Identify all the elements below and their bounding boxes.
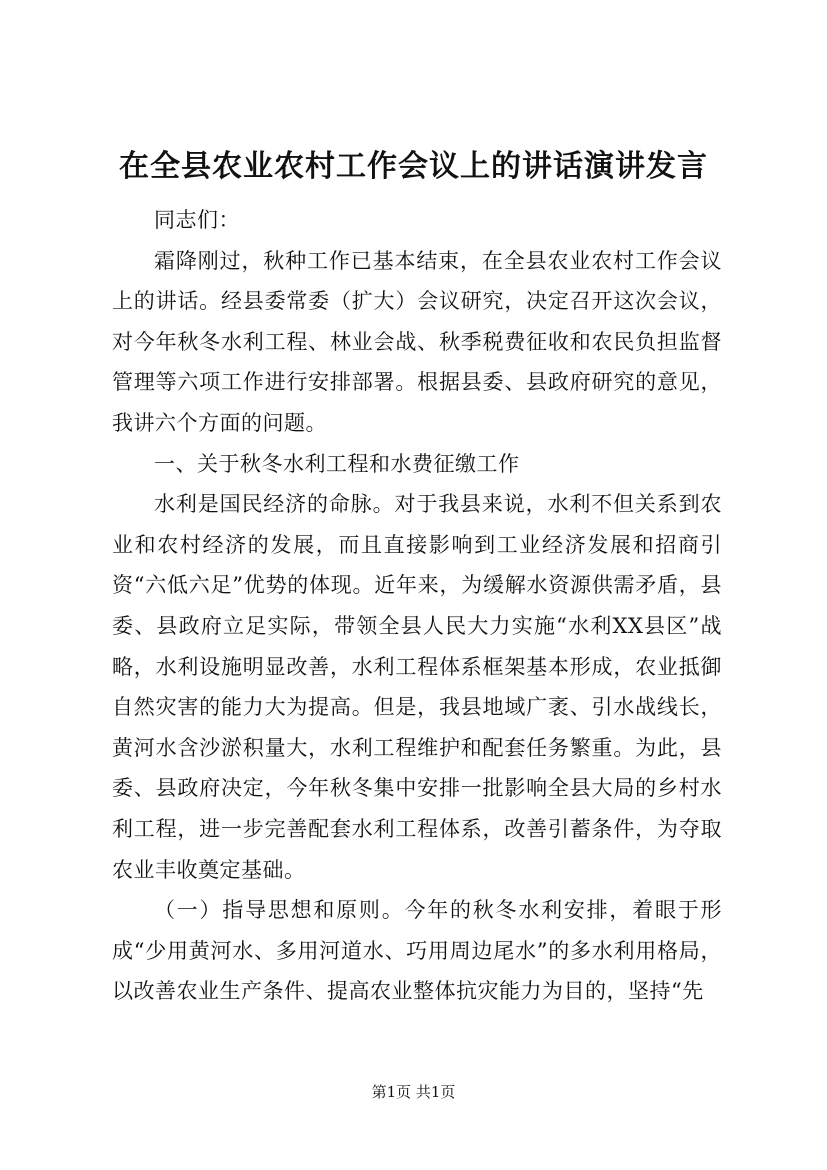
document-body	[112, 200, 722, 1012]
intro-paragraph: 霜降刚过，秋种工作已基本结束，在全县农业农村工作会议上的讲话。经县委常委（扩大）会议研究，决定召开这次会议，对今年秋冬水利工程、林业会战、秋季税费征收和农民负担监督管理等六项工作进行安排部署。根据县委、县政府研究的意见，我讲六个方面的问题。	[112, 248, 722, 435]
section-heading: 一、关于秋冬水利工程和水费征缴工作	[154, 451, 520, 476]
document-title: 在全县农业农村工作会议上的讲话演讲发言	[119, 149, 708, 184]
body-paragraph: 水利是国民经济的命脉。对于我县来说，水利不但关系到农业和农村经济的发展，而且直接影响到工业经济发展和招商引资“六低六足”优势的体现。近年来，为缓解水资源供需矛盾，县委、县政府立足实际，带领全县人民大力实施“水利XX县区”战略，水利设施明显改善，水利工程体系框架基本形成，农业抵御自然灾害的能力大为提高。但是，我县地域广袤、引水战线长，黄河水含沙淤积量大，水利工程维护和配套任务繁重。为此，县委、县政府决定，今年秋冬集中安排一批影响全县大局的乡村水利工程，进一步完善配套水利工程体系，改善引蓄条件，为夺取农业丰收奠定基础。	[112, 492, 722, 882]
body-paragraph: （一）指导思想和原则。今年的秋冬水利安排，着眼于形成“少用黄河水、多用河道水、巧用周边尾水”的多水利用格局，以改善农业生产条件、提高农业整体抗灾能力为目的，坚持“先	[112, 898, 722, 1004]
salutation-paragraph: 同志们：	[154, 208, 240, 232]
page-number-footer: 第1页 共1页	[371, 1083, 456, 1101]
